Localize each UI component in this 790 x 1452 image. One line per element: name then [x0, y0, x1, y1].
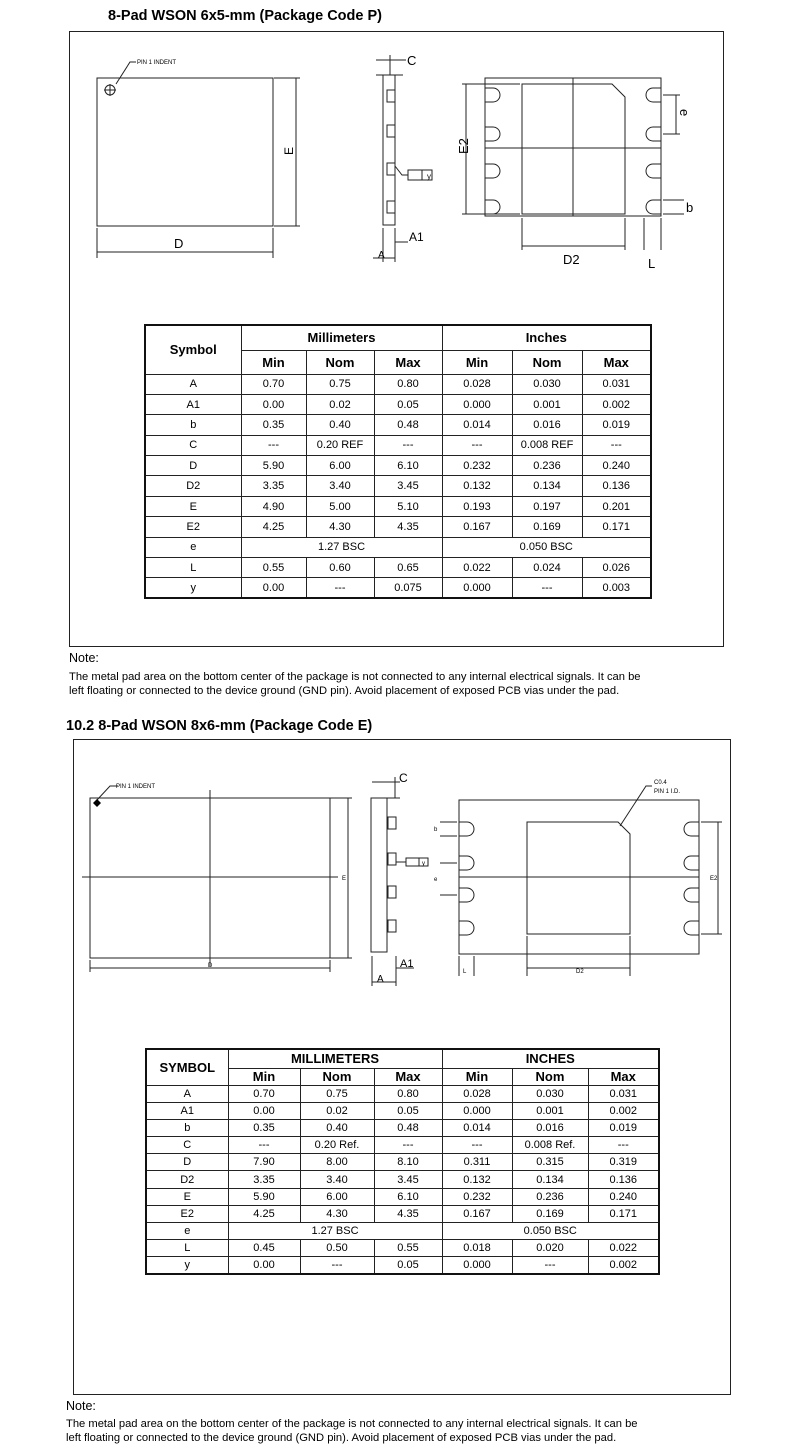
value-cell: 0.014	[442, 1119, 512, 1136]
value-cell: 3.40	[306, 476, 374, 496]
value-cell: 0.75	[300, 1085, 374, 1102]
dim-D-label: D	[174, 236, 184, 251]
value-cell: 0.35	[228, 1119, 300, 1136]
value-cell: 0.136	[582, 476, 651, 496]
value-cell: 0.232	[442, 456, 512, 476]
section1-title: 8-Pad WSON 6x5-mm (Package Code P)	[108, 8, 382, 24]
mm-max-header-e: Max	[374, 1068, 442, 1085]
symbol-cell: E2	[145, 517, 241, 537]
flatness-y-label-e: y	[422, 861, 425, 867]
value-cell: 3.45	[374, 1171, 442, 1188]
value-cell: 0.075	[374, 578, 442, 598]
table-row	[145, 537, 651, 557]
value-cell: ---	[442, 1137, 512, 1154]
value-cell: 0.55	[374, 1240, 442, 1257]
value-cell: 0.40	[306, 415, 374, 435]
mm-min-header: Min	[241, 350, 306, 374]
side-view-body	[383, 75, 395, 225]
note-line2-2: left floating or connected to the device ground (GND pin). Avoid placement of exposed PCB vias under the pad.	[66, 1432, 617, 1444]
value-cell: 0.008 Ref.	[512, 1137, 588, 1154]
inches-header: Inches	[442, 325, 651, 350]
value-cell: 5.90	[228, 1188, 300, 1205]
value-cell: ---	[374, 1137, 442, 1154]
table-row	[146, 1137, 659, 1154]
table-body	[145, 374, 651, 598]
mm-nom-header: Nom	[306, 350, 374, 374]
dim-D-label-e: D	[208, 963, 213, 969]
value-cell: ---	[228, 1137, 300, 1154]
symbol-cell: A	[146, 1085, 228, 1102]
dim-A1-label-e: A1	[400, 958, 414, 970]
inches-header-e: INCHES	[442, 1049, 659, 1068]
symbol-cell: D	[145, 456, 241, 476]
table-row	[145, 435, 651, 455]
dim-b-label-e: b	[434, 827, 438, 833]
symbol-cell: y	[145, 578, 241, 598]
table-row	[145, 476, 651, 496]
table-row	[145, 415, 651, 435]
value-cell: 3.35	[228, 1171, 300, 1188]
value-cell: 0.020	[512, 1240, 588, 1257]
value-cell: 0.197	[512, 496, 582, 516]
value-cell: 0.80	[374, 1085, 442, 1102]
value-cell: 0.134	[512, 1171, 588, 1188]
dimensions-table-e	[145, 1048, 660, 1275]
value-cell: 0.02	[300, 1102, 374, 1119]
value-cell: 0.019	[582, 415, 651, 435]
value-cell: 0.024	[512, 558, 582, 578]
table-row	[145, 496, 651, 516]
value-cell: 0.167	[442, 1205, 512, 1222]
note-heading-1: Note:	[69, 651, 99, 665]
value-cell: ---	[588, 1137, 659, 1154]
dim-e-label-e: e	[434, 877, 438, 883]
value-cell: 0.60	[306, 558, 374, 578]
pin1-label: PIN 1 INDENT	[137, 60, 177, 66]
value-cell: 0.008 REF	[512, 435, 582, 455]
symbol-cell: E	[145, 496, 241, 516]
section2-title: 10.2 8-Pad WSON 8x6-mm (Package Code E)	[66, 718, 373, 734]
dim-E2-label: E2	[456, 138, 471, 154]
value-cell: 0.20 Ref.	[300, 1137, 374, 1154]
value-cell: 6.00	[306, 456, 374, 476]
value-cell: ---	[374, 435, 442, 455]
dim-b-label: b	[686, 200, 694, 215]
symbol-cell: L	[145, 558, 241, 578]
value-cell: 0.02	[306, 394, 374, 414]
value-cell: 0.75	[306, 374, 374, 394]
value-cell: 0.050 BSC	[442, 537, 651, 557]
value-cell: 0.169	[512, 1205, 588, 1222]
symbol-cell: D2	[146, 1171, 228, 1188]
pin1-label-e: PIN 1 INDENT	[116, 784, 156, 790]
value-cell: 0.134	[512, 476, 582, 496]
table-row	[146, 1188, 659, 1205]
dimensions-table-p	[144, 324, 652, 599]
note-heading-2: Note:	[66, 1399, 96, 1413]
chamfer-label-e: C0.4	[654, 780, 667, 786]
symbol-cell: E	[146, 1188, 228, 1205]
value-cell: 0.014	[442, 415, 512, 435]
value-cell: 0.022	[588, 1240, 659, 1257]
value-cell: 0.193	[442, 496, 512, 516]
symbol-cell: e	[146, 1223, 228, 1240]
value-cell: 0.030	[512, 1085, 588, 1102]
mm-min-header-e: Min	[228, 1068, 300, 1085]
value-cell: 4.25	[228, 1205, 300, 1222]
value-cell: 0.169	[512, 517, 582, 537]
value-cell: 0.00	[228, 1257, 300, 1274]
symbol-cell: L	[146, 1240, 228, 1257]
table-row	[145, 456, 651, 476]
in-nom-header-e: Nom	[512, 1068, 588, 1085]
value-cell: 5.00	[306, 496, 374, 516]
table-row	[146, 1223, 659, 1240]
value-cell: 0.050 BSC	[442, 1223, 659, 1240]
dim-D2-label: D2	[563, 252, 580, 267]
value-cell: 0.70	[228, 1085, 300, 1102]
table-row	[145, 578, 651, 598]
value-cell: 0.001	[512, 1102, 588, 1119]
value-cell: 0.48	[374, 415, 442, 435]
value-cell: 0.00	[241, 578, 306, 598]
symbol-cell: D2	[145, 476, 241, 496]
table-row	[146, 1171, 659, 1188]
dim-C-label: C	[407, 53, 417, 68]
value-cell: 0.031	[588, 1085, 659, 1102]
value-cell: 1.27 BSC	[228, 1223, 442, 1240]
value-cell: 0.002	[582, 394, 651, 414]
value-cell: 0.311	[442, 1154, 512, 1171]
value-cell: 8.10	[374, 1154, 442, 1171]
value-cell: 0.05	[374, 394, 442, 414]
value-cell: 0.240	[588, 1188, 659, 1205]
mm-nom-header-e: Nom	[300, 1068, 374, 1085]
value-cell: 0.030	[512, 374, 582, 394]
symbol-cell: A	[145, 374, 241, 394]
value-cell: 0.000	[442, 394, 512, 414]
value-cell: 5.10	[374, 496, 442, 516]
value-cell: 4.35	[374, 517, 442, 537]
table-row	[145, 394, 651, 414]
value-cell: 0.003	[582, 578, 651, 598]
dim-C-label-e: C	[399, 771, 408, 785]
in-min-header: Min	[442, 350, 512, 374]
value-cell: 0.48	[374, 1119, 442, 1136]
symbol-cell: A1	[145, 394, 241, 414]
note-line1-2: The metal pad area on the bottom center of the package is not connected to any internal electrical signals. It can be	[66, 1418, 638, 1430]
table-row	[146, 1102, 659, 1119]
value-cell: 1.27 BSC	[241, 537, 442, 557]
dim-A-label: A	[378, 250, 385, 261]
value-cell: 0.000	[442, 578, 512, 598]
value-cell: 0.319	[588, 1154, 659, 1171]
table-row	[145, 374, 651, 394]
value-cell: ---	[582, 435, 651, 455]
pin1-id-label-e: PIN 1 I.D.	[654, 789, 681, 795]
value-cell: 5.90	[241, 456, 306, 476]
note-line1-1: The metal pad area on the bottom center of the package is not connected to any internal electrical signals. It can be	[69, 671, 641, 683]
value-cell: 0.171	[582, 517, 651, 537]
value-cell: 6.10	[374, 1188, 442, 1205]
value-cell: 0.016	[512, 415, 582, 435]
value-cell: 0.20 REF	[306, 435, 374, 455]
value-cell: 0.240	[582, 456, 651, 476]
value-cell: 0.018	[442, 1240, 512, 1257]
note-line2-1: left floating or connected to the device ground (GND pin). Avoid placement of exposed PCB vias under the pad.	[69, 685, 620, 697]
symbol-cell: A1	[146, 1102, 228, 1119]
value-cell: 0.201	[582, 496, 651, 516]
value-cell: 4.30	[300, 1205, 374, 1222]
value-cell: 0.167	[442, 517, 512, 537]
value-cell: 0.019	[588, 1119, 659, 1136]
value-cell: 6.10	[374, 456, 442, 476]
dim-e-label: e	[677, 109, 692, 117]
value-cell: 4.90	[241, 496, 306, 516]
value-cell: 3.45	[374, 476, 442, 496]
table-row	[146, 1205, 659, 1222]
symbol-header-e: SYMBOL	[146, 1049, 228, 1085]
value-cell: 0.00	[228, 1102, 300, 1119]
value-cell: 4.30	[306, 517, 374, 537]
value-cell: 0.002	[588, 1102, 659, 1119]
dim-E2-label-e: E2	[710, 876, 718, 882]
value-cell: 0.45	[228, 1240, 300, 1257]
dim-L-label: L	[648, 256, 656, 271]
table-row	[146, 1085, 659, 1102]
symbol-cell: C	[145, 435, 241, 455]
symbol-cell: e	[145, 537, 241, 557]
table-row	[145, 517, 651, 537]
value-cell: 0.05	[374, 1257, 442, 1274]
value-cell: 0.35	[241, 415, 306, 435]
dim-E-label-e: E	[342, 876, 347, 882]
value-cell: 0.05	[374, 1102, 442, 1119]
value-cell: 0.70	[241, 374, 306, 394]
symbol-cell: b	[145, 415, 241, 435]
value-cell: 0.50	[300, 1240, 374, 1257]
top-view-body	[97, 78, 273, 226]
value-cell: 4.25	[241, 517, 306, 537]
value-cell: 0.00	[241, 394, 306, 414]
table-row	[146, 1257, 659, 1274]
value-cell: 0.132	[442, 476, 512, 496]
symbol-cell: C	[146, 1137, 228, 1154]
value-cell: 0.40	[300, 1119, 374, 1136]
table-row	[146, 1240, 659, 1257]
value-cell: 0.65	[374, 558, 442, 578]
table-row	[146, 1119, 659, 1136]
in-min-header-e: Min	[442, 1068, 512, 1085]
value-cell: 0.236	[512, 1188, 588, 1205]
value-cell: 0.55	[241, 558, 306, 578]
symbol-cell: D	[146, 1154, 228, 1171]
in-nom-header: Nom	[512, 350, 582, 374]
value-cell: 0.001	[512, 394, 582, 414]
value-cell: 0.132	[442, 1171, 512, 1188]
value-cell: 0.000	[442, 1102, 512, 1119]
value-cell: 0.236	[512, 456, 582, 476]
symbol-header: Symbol	[145, 325, 241, 374]
value-cell: ---	[300, 1257, 374, 1274]
value-cell: 8.00	[300, 1154, 374, 1171]
mm-max-header: Max	[374, 350, 442, 374]
dim-D2-label-e: D2	[576, 969, 584, 975]
in-max-header: Max	[582, 350, 651, 374]
value-cell: 4.35	[374, 1205, 442, 1222]
in-max-header-e: Max	[588, 1068, 659, 1085]
flatness-y-label: y	[427, 172, 431, 181]
millimeters-header-e: MILLIMETERS	[228, 1049, 442, 1068]
value-cell: 0.016	[512, 1119, 588, 1136]
value-cell: ---	[512, 578, 582, 598]
value-cell: 3.40	[300, 1171, 374, 1188]
value-cell: 0.002	[588, 1257, 659, 1274]
symbol-cell: E2	[146, 1205, 228, 1222]
value-cell: 0.000	[442, 1257, 512, 1274]
value-cell: 0.028	[442, 1085, 512, 1102]
value-cell: 0.80	[374, 374, 442, 394]
value-cell: 0.022	[442, 558, 512, 578]
value-cell: 0.026	[582, 558, 651, 578]
symbol-cell: y	[146, 1257, 228, 1274]
value-cell: 0.136	[588, 1171, 659, 1188]
symbol-cell: b	[146, 1119, 228, 1136]
value-cell: ---	[442, 435, 512, 455]
table-row	[146, 1154, 659, 1171]
value-cell: ---	[512, 1257, 588, 1274]
dim-A1-label: A1	[409, 230, 424, 244]
value-cell: 0.232	[442, 1188, 512, 1205]
dim-A-label-e: A	[377, 974, 384, 985]
value-cell: ---	[241, 435, 306, 455]
table-body-e	[146, 1085, 659, 1274]
value-cell: 0.171	[588, 1205, 659, 1222]
dim-E-label: E	[282, 146, 296, 155]
value-cell: 7.90	[228, 1154, 300, 1171]
dim-L-label-e: L	[463, 969, 467, 975]
value-cell: ---	[306, 578, 374, 598]
value-cell: 6.00	[300, 1188, 374, 1205]
table-row	[145, 558, 651, 578]
value-cell: 3.35	[241, 476, 306, 496]
value-cell: 0.028	[442, 374, 512, 394]
value-cell: 0.031	[582, 374, 651, 394]
millimeters-header: Millimeters	[241, 325, 442, 350]
value-cell: 0.315	[512, 1154, 588, 1171]
